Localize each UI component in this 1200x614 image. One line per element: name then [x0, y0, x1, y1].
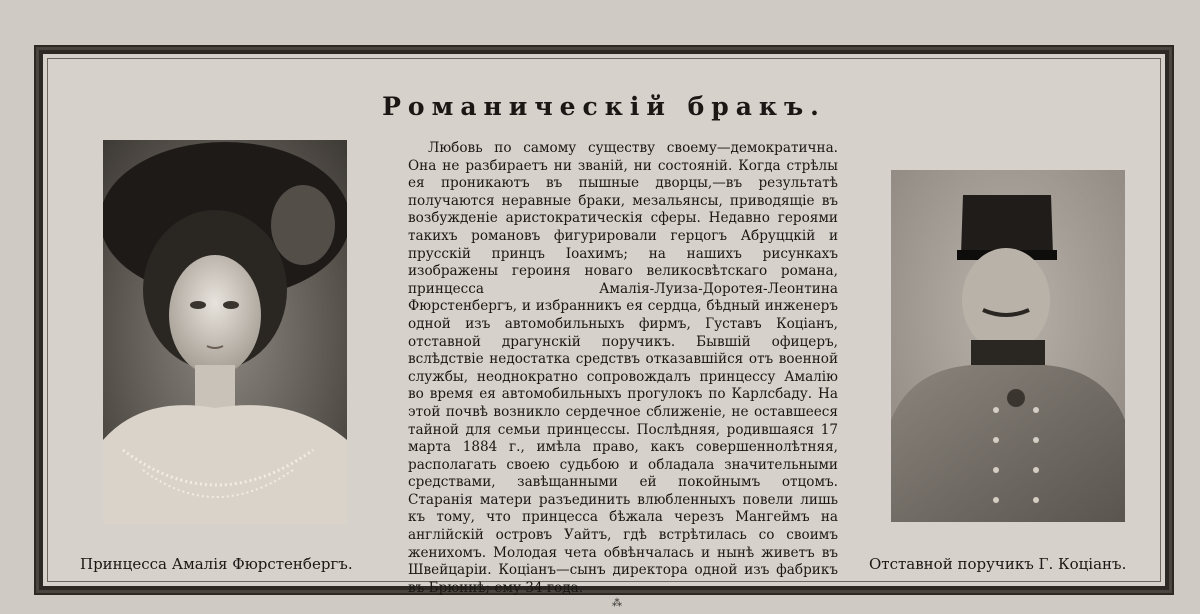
princess-portrait-image	[103, 140, 347, 524]
officer-caption: Отставной поручикъ Г. Коціанъ.	[869, 555, 1127, 573]
article-title: Романическій бракъ.	[382, 92, 826, 121]
ornament-mark: ⁂	[612, 598, 622, 609]
article-body	[408, 140, 838, 597]
princess-caption: Принцесса Амалія Фюрстенбергъ.	[80, 555, 353, 573]
article-paragraph: Любовь по самому существу своему—демократична. Она не разбираетъ ни званій, ни состояній. Когда стрѣлы ея проникаютъ въ пышные дворцы,—въ результатѣ получаются неравные браки, мезальянсы, приводящіе въ возбужденіе аристократическія сферы. Недавно героями такихъ романовъ фигурировали герцогъ Абруццкій и прусскій принцъ Іоахимъ; на нашихъ рисункахъ изображены героиня новаго великосвѣтскаго романа, принцесса Амалія-Луиза-Доротея-Леонтина Фюрстенбергъ, и избранникъ ея сердца, бѣдный инженеръ одной изъ автомобильныхъ фирмъ, Густавъ Коціанъ, отставной драгунскій поручикъ. Бывшій офицеръ, вслѣдствіе недостатка средствъ отказавшійся отъ военной службы, неоднократно сопровождалъ принцессу Амалію во время ея автомобильныхъ прогулокъ по Карлсбаду. На этой почвѣ возникло сердечное сближеніе, не оставшееся тайной для семьи принцессы. Послѣдняя, родившаяся 17 марта 1884 г., имѣла право, какъ совершеннолѣтняя, располагать своею судьбою и обладала значительными средствами, завѣщанными ей покойнымъ отцомъ. Старанія матери разъединить влюбленныхъ повели лишь къ тому, что принцесса бѣжала черезъ Мангеймъ на англійскій островъ Уайтъ, гдѣ встрѣтилась со своимъ женихомъ. Молодая чета обвѣнчалась и нынѣ живетъ въ Швейцаріи. Коціанъ—сынъ директора одной изъ фабрикъ въ Брюннѣ; ему 34 года.	[408, 140, 838, 596]
ornamental-frame	[34, 45, 1174, 595]
officer-portrait-image	[891, 170, 1125, 522]
princess-portrait	[103, 140, 347, 524]
officer-portrait	[891, 170, 1125, 522]
